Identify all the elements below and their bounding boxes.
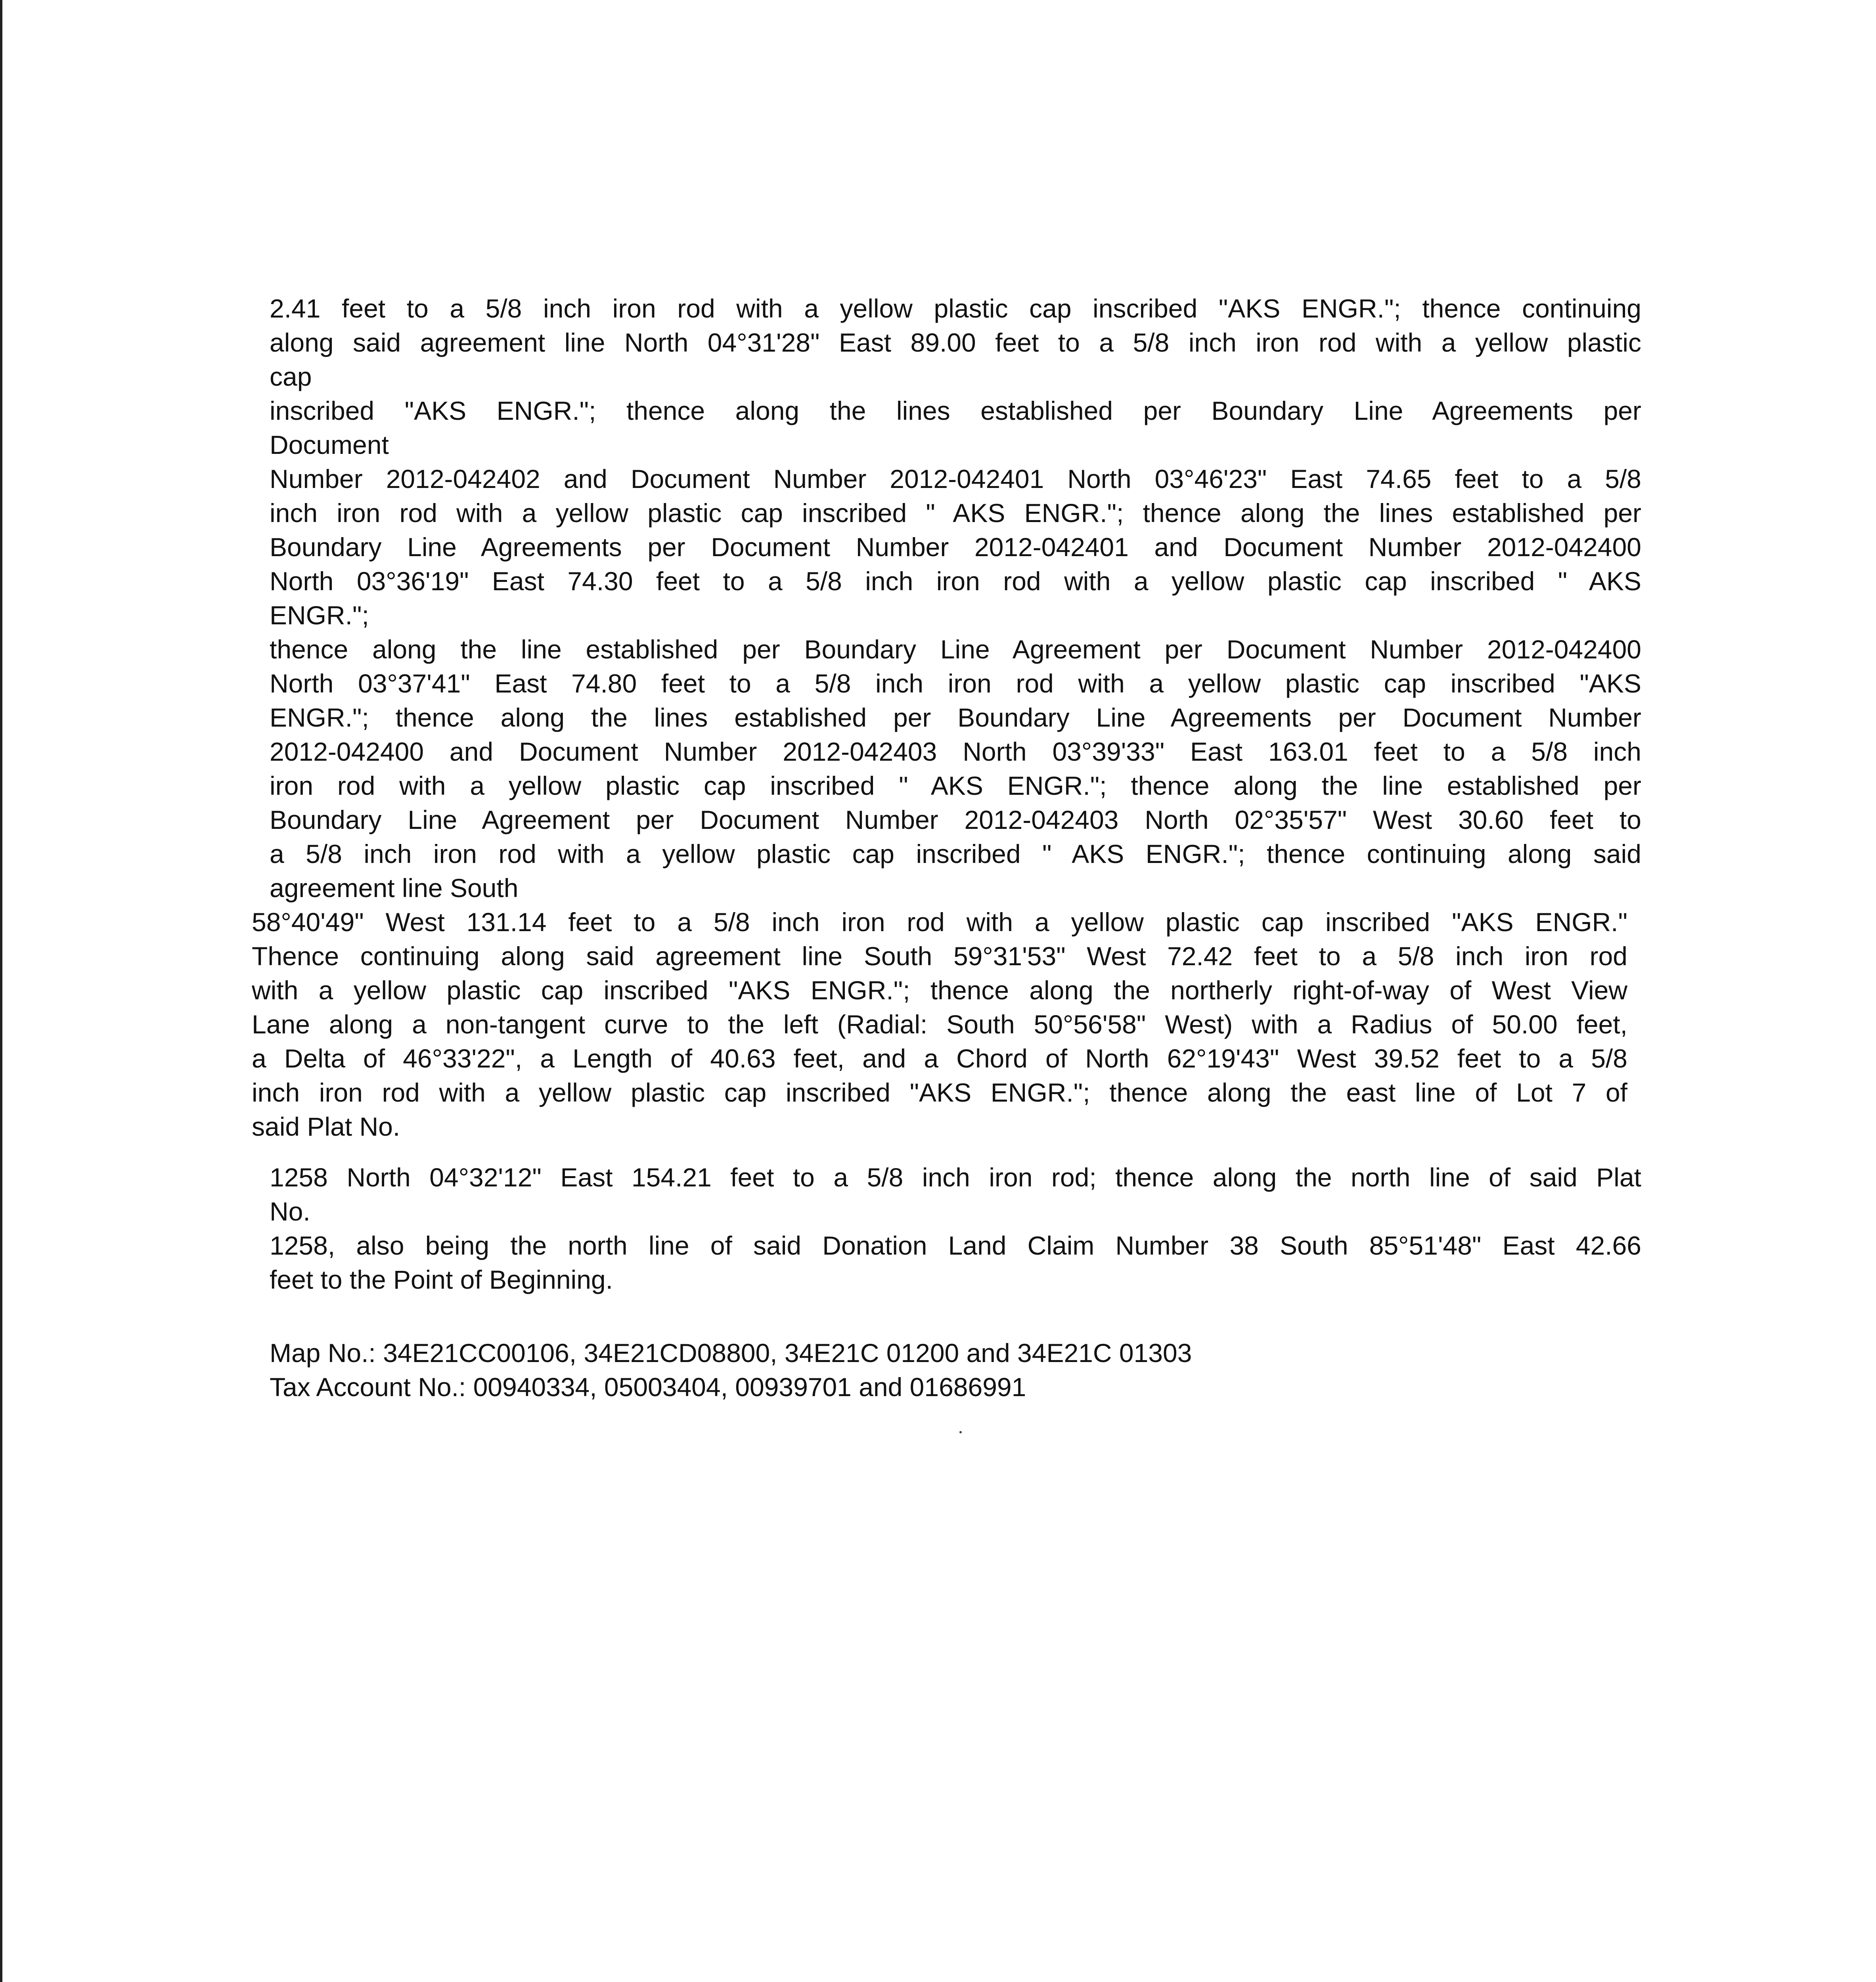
text-line: No.	[270, 1197, 310, 1226]
legal-description-paragraph-2	[252, 905, 1627, 1144]
text-line: 2012-042400 and Document Number 2012-042403 North 03°39'33" East 163.01 feet to a 5/8 inch	[270, 737, 1641, 766]
tax-account-line: Tax Account No.: 00940334, 05003404, 00939701 and 01686991	[270, 1372, 1026, 1402]
text-line: Boundary Line Agreement per Document Number 2012-042403 North 02°35'57" West 30.60 feet to	[270, 805, 1641, 834]
text-line: North 03°36'19" East 74.30 feet to a 5/8 inch iron rod with a yellow plastic cap inscribed " AKS	[270, 566, 1641, 596]
text-line: feet to the Point of Beginning.	[270, 1265, 613, 1294]
text-line: along said agreement line North 04°31'28" East 89.00 feet to a 5/8 inch iron rod with a yellow plastic	[270, 328, 1641, 357]
text-line: ENGR.";	[270, 601, 369, 630]
legal-description-paragraph-3	[270, 1160, 1641, 1297]
text-line: a 5/8 inch iron rod with a yellow plastic cap inscribed " AKS ENGR."; thence continuing along said	[270, 839, 1641, 869]
text-line: 1258, also being the north line of said Donation Land Claim Number 38 South 85°51'48" East 42.66	[270, 1231, 1641, 1260]
text-line: inch iron rod with a yellow plastic cap inscribed " AKS ENGR."; thence along the lines established per	[270, 498, 1641, 528]
text-line: Thence continuing along said agreement line South 59°31'53" West 72.42 feet to a 5/8 inch iron rod	[252, 941, 1627, 971]
text-line: agreement line South	[270, 873, 519, 903]
text-line: ENGR."; thence along the lines established per Boundary Line Agreements per Document Number	[270, 703, 1641, 732]
text-line: 1258 North 04°32'12" East 154.21 feet to a 5/8 inch iron rod; thence along the north line of said Plat	[270, 1163, 1641, 1192]
text-line: with a yellow plastic cap inscribed "AKS ENGR."; thence along the northerly right-of-way of West View	[252, 976, 1627, 1005]
text-line: iron rod with a yellow plastic cap inscribed " AKS ENGR."; thence along the line established per	[270, 771, 1641, 800]
text-line: Lane along a non-tangent curve to the left (Radial: South 50°56'58" West) with a Radius of 50.00 feet,	[252, 1010, 1627, 1039]
text-line: inscribed "AKS ENGR."; thence along the lines established per Boundary Line Agreements per	[270, 396, 1641, 425]
scan-speck	[959, 1431, 962, 1433]
text-line: inch iron rod with a yellow plastic cap inscribed "AKS ENGR."; thence along the east line of Lot 7 of	[252, 1078, 1627, 1107]
map-number-line: Map No.: 34E21CC00106, 34E21CD08800, 34E21C 01200 and 34E21C 01303	[270, 1338, 1192, 1368]
text-line: Number 2012-042402 and Document Number 2012-042401 North 03°46'23" East 74.65 feet to a 5/8	[270, 464, 1641, 494]
text-line: North 03°37'41" East 74.80 feet to a 5/8 inch iron rod with a yellow plastic cap inscribed "AKS	[270, 669, 1641, 698]
text-line: thence along the line established per Boundary Line Agreement per Document Number 2012-042400	[270, 635, 1641, 664]
legal-description-paragraph-1	[270, 291, 1641, 905]
text-line: a Delta of 46°33'22", a Length of 40.63 feet, and a Chord of North 62°19'43" West 39.52 feet to a 5/8	[252, 1044, 1627, 1073]
text-line: Boundary Line Agreements per Document Number 2012-042401 and Document Number 2012-042400	[270, 532, 1641, 562]
text-line: cap	[270, 362, 312, 391]
text-line: 58°40'49" West 131.14 feet to a 5/8 inch iron rod with a yellow plastic cap inscribed "AKS ENGR."	[252, 907, 1627, 937]
text-line: Document	[270, 430, 389, 459]
text-line: 2.41 feet to a 5/8 inch iron rod with a yellow plastic cap inscribed "AKS ENGR."; thence continuing	[270, 294, 1641, 323]
map-and-tax-block	[270, 1336, 1641, 1404]
scan-left-border	[0, 0, 2, 1982]
text-line: said Plat No.	[252, 1112, 400, 1141]
